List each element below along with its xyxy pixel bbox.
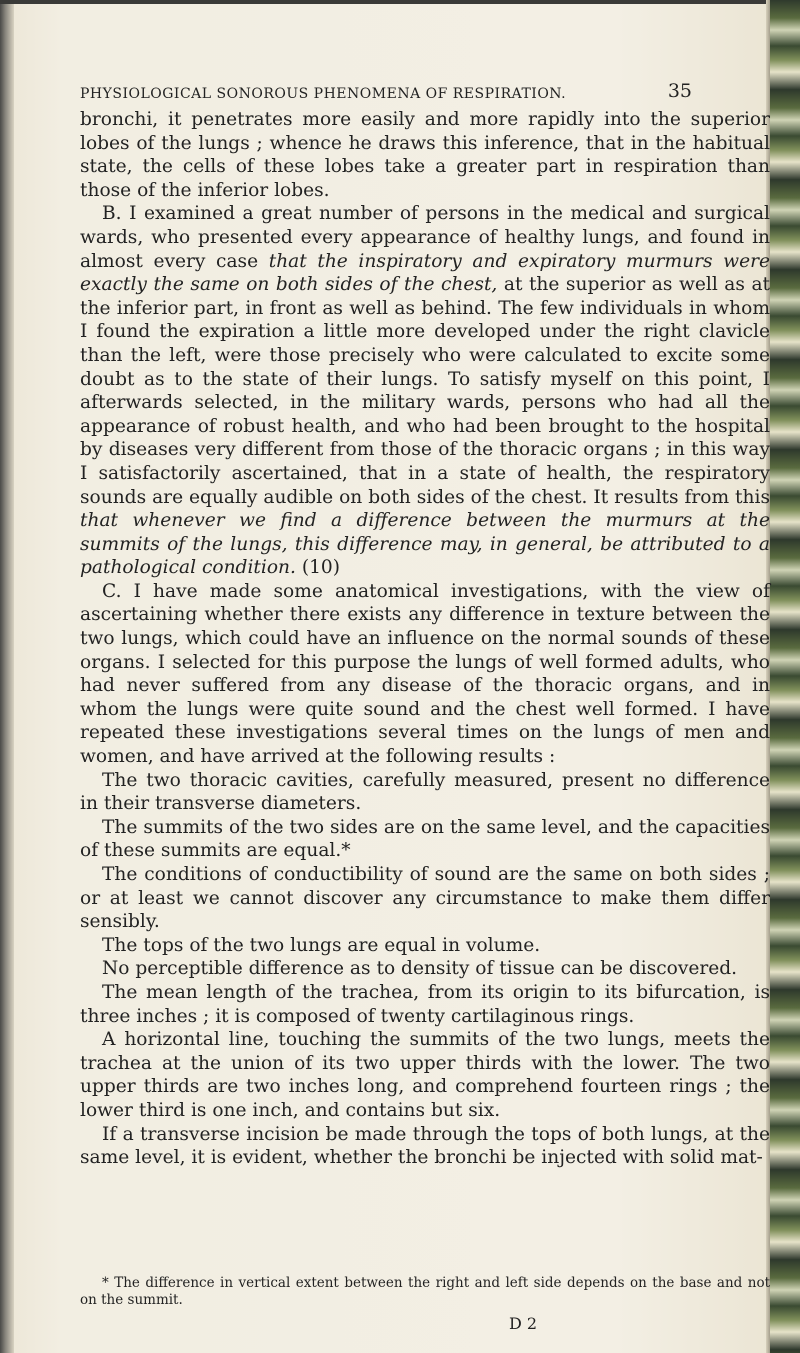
paragraph-result-6: The mean length of the trachea, from its origin to its bifurcation, is three inches ; it is composed of twenty cartilaginous rings. (80, 981, 770, 1027)
paragraph-b-emphasis: that the inspiratory and expiratory murmurs were exactly the same on both sides of the chest, (80, 250, 770, 296)
paragraph-b-text: B. I examined a great number of persons in the medical and surgical wards, who presented every appearance of healthy lungs, and found in almost every case (80, 203, 770, 272)
paragraph-b (80, 202, 770, 580)
paragraph-result-4: The tops of the two lungs are equal in volume. (102, 934, 541, 956)
signature-mark: D 2 (509, 1314, 538, 1333)
page-header (80, 80, 692, 110)
paragraph-b-text-2: at the superior as well as at the inferior part, in front as well as behind. The few individuals in whom I found the expiration a little more developed under the right clavicle than the left, were those precisely who were calculated to excite some doubt as to the state of their lungs. To satisfy myself on this point, I afterwards selected, in the military wards, persons who had all the appearance of robust health, and who had been brought to the hospital by diseases very different from those of the thoracic organs ; in this way I satisfactorily ascertained, that in a state of health, the respiratory sounds are equally audible on both sides of the chest. It results from this (80, 274, 771, 508)
paragraph-c: C. I have made some anatomical investigations, with the view of ascertaining whether there exists any difference in texture between the two lungs, which could have an influence on the normal sounds of these organs. I selected for this purpose the lungs of well formed adults, who had never suffered from any disease of the thoracic organs, and in whom the lungs were quite sound and the chest well formed. I have repeated these investigations several times on the lungs of men and women, and have arrived at the following results : (80, 580, 770, 768)
paragraph-result-7: A horizontal line, touching the summits of the two lungs, meets the trachea at the union of its two upper thirds with the lower. The two upper thirds are two inches long, and comprehend fourteen rings ; the lower third is one inch, and contains but six. (80, 1029, 770, 1121)
footnote-text: * The difference in vertical extent between the right and left side depends on the base and not on the summit. (80, 1275, 770, 1308)
page-number: 35 (667, 80, 692, 102)
paragraph-result-2: The summits of the two sides are on the same level, and the capacities of these summits are equal.* (80, 816, 770, 862)
body-text (80, 108, 770, 1170)
paragraph-b-emphasis-2: that whenever we find a difference between the murmurs at the summits of the lungs, this difference may, in general, be attributed to a pathological condition. (80, 510, 770, 579)
paragraph-b-note-ref: (10) (295, 557, 341, 579)
footnote (80, 1275, 770, 1309)
paragraph-result-5: No perceptible difference as to density of tissue can be discovered. (102, 958, 738, 980)
page-left-edge (0, 0, 14, 1353)
neighbor-page-strip (770, 0, 800, 1353)
paragraph-result-1: The two thoracic cavities, carefully measured, present no difference in their transverse diameters. (80, 769, 770, 815)
page-top-edge (0, 0, 800, 4)
paragraph-result-8: If a transverse incision be made through the tops of both lungs, at the same level, it is evident, whether the bronchi be injected with solid mat- (80, 1123, 770, 1169)
running-head: PHYSIOLOGICAL SONOROUS PHENOMENA OF RESPIRATION. (80, 86, 567, 102)
paragraph-result-3: The conditions of conductibility of sound are the same on both sides ; or at least we cannot discover any circumstance to make them differ sensibly. (80, 864, 770, 933)
paragraph-continuation: bronchi, it penetrates more easily and more rapidly into the superior lobes of the lungs ; whence he draws this inference, that in the habitual state, the cells of these lobes take a greater part in respiration than those of the inferior lobes. (80, 109, 770, 201)
